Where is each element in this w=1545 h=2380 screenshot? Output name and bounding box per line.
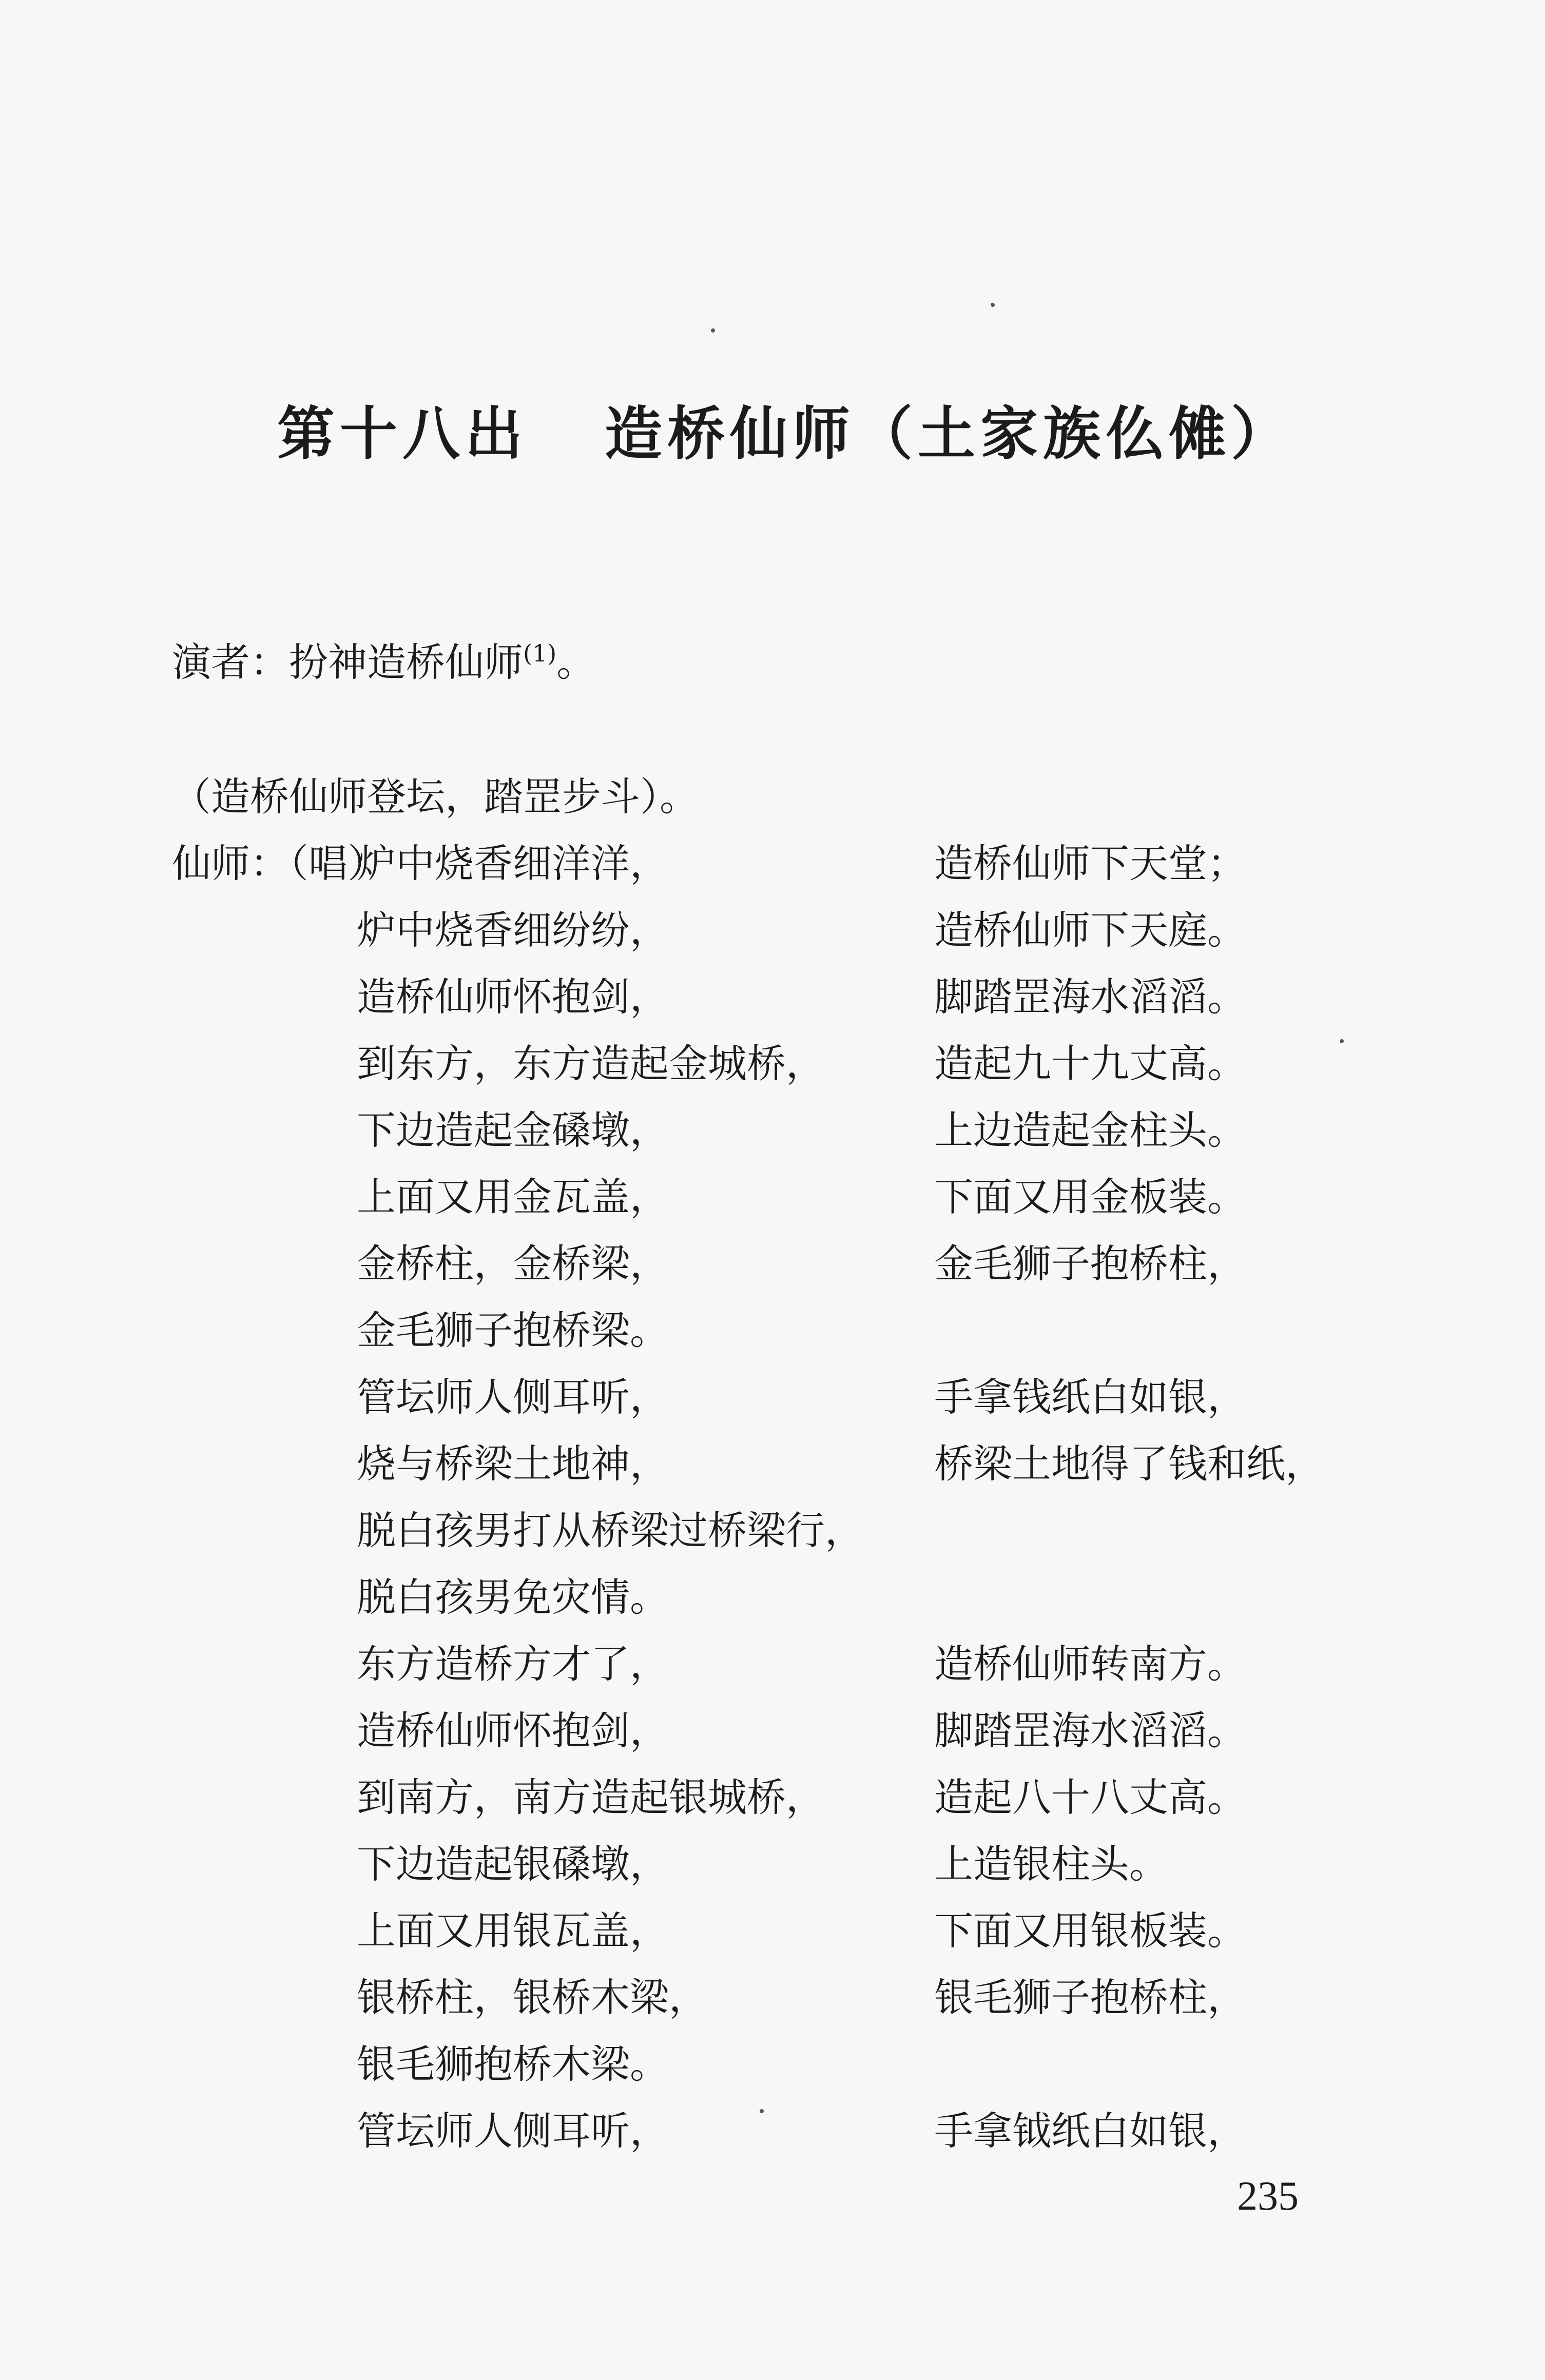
page-number: 235	[1237, 2174, 1299, 2219]
verse-line-left: 东方造桥方才了，	[357, 1641, 669, 1687]
verse-row	[0, 974, 1545, 1044]
chapter-title	[277, 401, 1293, 467]
verse-line-left: 下边造起银磉墩，	[357, 1841, 669, 1887]
verse-line-right: 金毛狮子抱桥柱，	[934, 1241, 1246, 1286]
verse-line-right: 手拿钺纸白如银，	[934, 2108, 1246, 2154]
verse-line-right: 造桥仙师转南方。	[934, 1641, 1246, 1687]
verse-line-left: 脱白孩男免灾情。	[357, 1574, 669, 1620]
verse-line-left: 银桥柱，银桥木梁，	[357, 1975, 708, 2020]
verse-line-right: 脚踏罡海水滔滔。	[934, 1708, 1246, 1753]
verse-line-left: 造桥仙师怀抱剑，	[357, 974, 669, 1020]
verse-line-left: 炉中烧香细洋洋，	[357, 841, 669, 886]
verse-row	[0, 1708, 1545, 1778]
verse-row	[0, 907, 1545, 978]
verse-line-left: 管坛师人侧耳听，	[357, 2108, 669, 2154]
verse-row	[0, 1441, 1545, 1511]
verse-line-left: 上面又用银瓦盖，	[357, 1908, 669, 1954]
verse-line-right: 造起八十八丈高。	[934, 1774, 1246, 1820]
verse-row	[0, 1241, 1545, 1311]
verse-line-left: 烧与桥梁土地神，	[357, 1441, 669, 1487]
verse-line-right: 造桥仙师下天庭。	[934, 907, 1246, 953]
scan-speck	[760, 2109, 764, 2113]
verse-row	[0, 2108, 1545, 2178]
verse-line-right: 上造银柱头。	[934, 1841, 1168, 1887]
verse-line-right: 上边造起金柱头。	[934, 1107, 1246, 1153]
verse-row	[0, 841, 1545, 911]
verse-row	[0, 1107, 1545, 1178]
verse-row	[0, 1975, 1545, 2045]
verse-line-left: 金毛狮子抱桥梁。	[357, 1308, 669, 1353]
verse-line-left: 造桥仙师怀抱剑，	[357, 1708, 669, 1753]
verse-block	[0, 841, 1545, 2178]
verse-line-left: 炉中烧香细纷纷，	[357, 907, 669, 953]
verse-row	[0, 1641, 1545, 1711]
verse-line-right: 造起九十九丈高。	[934, 1041, 1246, 1086]
verse-line-right: 下面又用金板装。	[934, 1174, 1246, 1220]
verse-row	[0, 1041, 1545, 1111]
scan-speck	[711, 328, 715, 333]
performer-text: 演者：扮神造桥仙师	[172, 639, 523, 685]
verse-row	[0, 2041, 1545, 2112]
verse-row	[0, 1374, 1545, 1445]
chapter-name: 造桥仙师（土家族仫傩）	[605, 401, 1293, 467]
verse-row	[0, 1774, 1545, 1845]
verse-line-left: 上面又用金瓦盖，	[357, 1174, 669, 1220]
chapter-number: 第十八出	[277, 401, 528, 467]
verse-line-right: 手拿钱纸白如银，	[934, 1374, 1246, 1420]
footnote-marker: (1)	[523, 639, 557, 667]
verse-line-left: 银毛狮抱桥木梁。	[357, 2041, 669, 2087]
verse-line-left: 脱白孩男打从桥梁过桥梁行，	[357, 1508, 864, 1553]
verse-row	[0, 1174, 1545, 1244]
verse-row	[0, 1841, 1545, 1911]
scan-speck	[991, 303, 995, 307]
verse-row	[0, 1308, 1545, 1378]
verse-line-right: 银毛狮子抱桥柱，	[934, 1975, 1246, 2020]
verse-row	[0, 1908, 1545, 1978]
stage-direction: （造桥仙师登坛，踏罡步斗）。	[172, 774, 699, 820]
verse-line-left: 到南方，南方造起银城桥，	[357, 1774, 825, 1820]
performer-end: 。	[556, 639, 596, 685]
verse-line-right: 脚踏罡海水滔滔。	[934, 974, 1246, 1020]
speaker-label: 仙师：（唱）	[172, 841, 387, 886]
performer-line	[172, 639, 596, 685]
verse-line-right: 桥梁土地得了钱和纸，	[934, 1441, 1324, 1487]
verse-row	[0, 1508, 1545, 1578]
verse-line-left: 管坛师人侧耳听，	[357, 1374, 669, 1420]
verse-line-right: 造桥仙师下天堂；	[934, 841, 1246, 886]
verse-line-left: 下边造起金磉墩，	[357, 1107, 669, 1153]
scan-speck	[1340, 1039, 1344, 1043]
verse-line-left: 金桥柱，金桥梁，	[357, 1241, 669, 1286]
verse-line-left: 到东方，东方造起金城桥，	[357, 1041, 825, 1086]
verse-row	[0, 1574, 1545, 1645]
verse-line-right: 下面又用银板装。	[934, 1908, 1246, 1954]
